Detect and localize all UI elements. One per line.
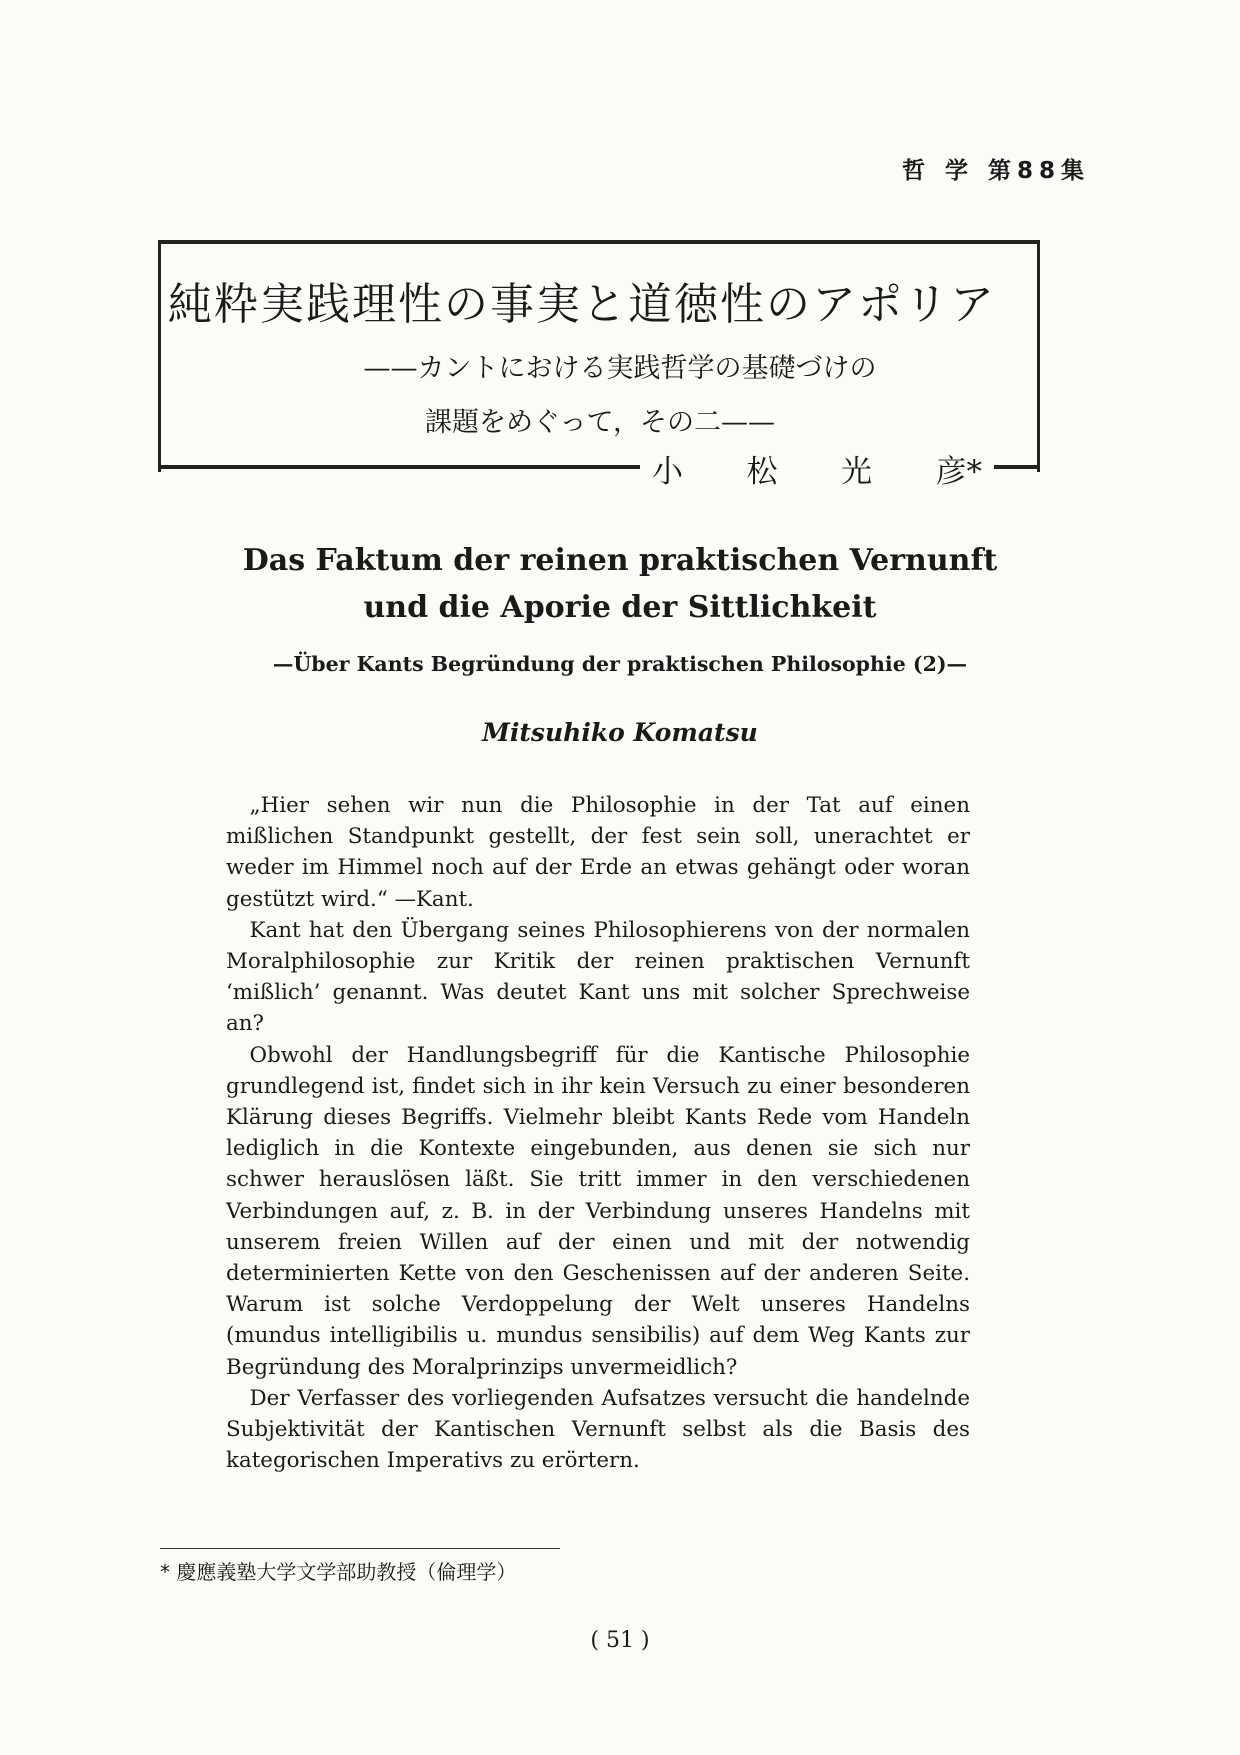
german-title-line-2: und die Aporie der Sittlichkeit	[363, 590, 877, 625]
german-subtitle: —Über Kants Begründung der praktischen Philosophie (2)—	[272, 652, 968, 676]
german-title-line-1: Das Faktum der reinen praktischen Vernunft	[242, 543, 998, 578]
abstract-body	[226, 790, 970, 1476]
japanese-author	[640, 446, 994, 491]
author-char: 光	[841, 454, 872, 490]
abstract-paragraph: Der Verfasser des vorliegenden Aufsatzes versucht die handelnde Subjektivität der Kantischen Vernunft selbst als die Basis des kategorischen Imperativs zu erörtern.	[226, 1385, 970, 1474]
japanese-title: 純粋実践理性の事実と道徳性のアポリア	[168, 279, 996, 330]
abstract-paragraph: Kant hat den Übergang seines Philosophierens von der normalen Moralphilosophie zur Kritik der reinen praktischen Vernunft ‘mißlich’ genannt. Was deutet Kant uns mit solcher Sprechweise an?	[226, 917, 970, 1037]
german-author: Mitsuhiko Komatsu	[482, 718, 758, 747]
footnote-rule	[160, 1548, 560, 1549]
japanese-subtitle-line-1: ——カントにおける実践哲学の基礎づけの	[363, 353, 877, 384]
journal-header: 哲 学 第88集	[901, 158, 1090, 184]
abstract-paragraph: Obwohl der Handlungsbegriff für die Kantische Philosophie grundlegend ist, findet sich in ihr kein Versuch zu einer besonderen Klärung dieses Begriffs. Vielmehr bleibt Kants Rede vom Handeln lediglich in die Kontexte eingebunden, aus denen sie sich nur schwer herauslösen läßt. Sie tritt immer in den verschiedenen Verbindungen auf, z. B. in der Verbindung unseres Handelns mit unserem freien Willen auf der einen und mit der notwendig determinierten Kette von den Geschenissen auf der anderen Seite. Warum ist solche Verdoppelung der Welt unseres Handelns (mundus intelligibilis u. mundus sensibilis) auf dem Weg Kants zur Begründung des Moralprinzips unvermeidlich?	[226, 1042, 970, 1380]
abstract-paragraph: „Hier sehen wir nun die Philosophie in der Tat auf einen mißlichen Standpunkt gestellt, der fest sein soll, unerachtet er weder im Himmel noch auf der Erde an etwas gehängt oder woran gestützt wird.“ —Kant.	[226, 793, 970, 912]
japanese-subtitle-line-2: 課題をめぐって，その二——	[425, 407, 775, 438]
author-char: 小	[652, 454, 683, 490]
author-char: 松	[746, 454, 778, 490]
page-number: ( 51 )	[590, 1628, 650, 1653]
author-char: 彦*	[935, 454, 982, 490]
footnote: * 慶應義塾大学文学部助教授（倫理学）	[160, 1560, 517, 1584]
